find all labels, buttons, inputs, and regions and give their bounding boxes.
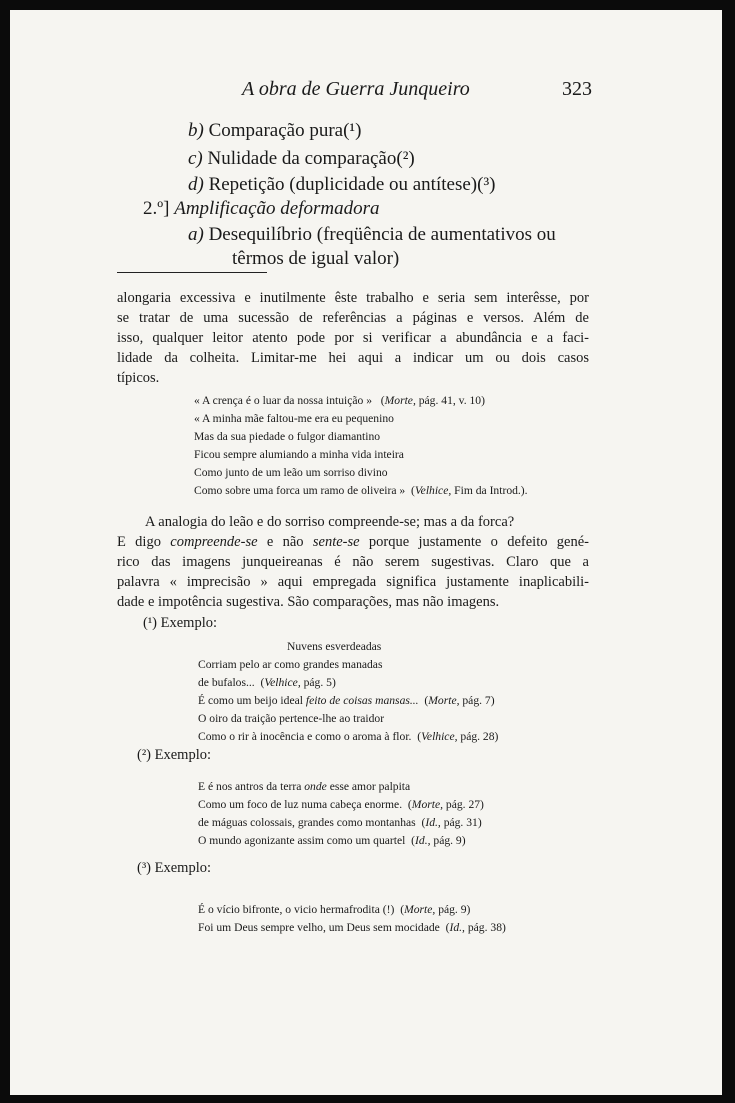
citation-work: Id., [425, 816, 441, 829]
verse-text: esse amor palpita [326, 780, 411, 793]
citation-work: Id., [449, 921, 465, 934]
citation-work: Morte, [411, 798, 444, 811]
quote-line: « A minha mãe faltou-me era eu pequenino [194, 412, 394, 425]
verse-text: E é nos antros da terra [198, 780, 305, 793]
citation-page: pág. 5) [300, 676, 336, 689]
citation-page: pág. 7) [459, 694, 495, 707]
page-number: 323 [562, 78, 592, 100]
citation-work: Id., [415, 834, 431, 847]
footnote-ref: (¹) [343, 120, 362, 141]
citation-page: pág. 38) [464, 921, 506, 934]
citation-page: Fim da Introd.). [451, 484, 528, 497]
footnote-ref: (²) [396, 148, 415, 169]
quote-line: Ficou sempre alumiando a minha vida inteira [194, 448, 404, 461]
outline-marker: c) [188, 148, 203, 169]
quote-line: Como junto de um leão um sorriso divino [194, 466, 388, 479]
paragraph-line: dade e impotência sugestiva. São comparações, mas não imagens. [117, 594, 500, 610]
citation-work: Velhice, [414, 484, 452, 497]
citation-work: Velhice, [264, 676, 301, 689]
outline-text: Repetição (duplicidade ou antítese) [208, 174, 478, 195]
paragraph-line: A analogia do leão e do sorriso compreende-se; mas a da forca? [145, 514, 515, 530]
paragraph-line [117, 534, 589, 551]
paragraph-line: se tratar de uma sucessão de referências a páginas e versos. Além de [117, 310, 589, 326]
verse-text: Foi um Deus sempre velho, um Deus sem mocidade [198, 921, 440, 934]
citation-page: pág. 31) [440, 816, 482, 829]
quote-line: Corriam pelo ar como grandes manadas [198, 658, 383, 671]
running-title: A obra de Guerra Junqueiro [242, 78, 470, 100]
verse-text: É o vício bifronte, o vicio hermafrodita (!) [198, 903, 395, 916]
quote-line: Mas da sua piedade o fulgor diamantino [194, 430, 381, 443]
outline-item-a-continuation: têrmos de igual valor) [232, 248, 400, 269]
footnote-ref: (³) [477, 174, 496, 195]
paragraph-line: palavra « imprecisão » aqui empregada significa justamente inaplicabili- [117, 574, 589, 590]
outline-marker: a) [188, 224, 204, 245]
outline-text: Comparação pura [208, 120, 344, 141]
citation-page: pág. 41, v. 10) [415, 394, 485, 407]
emphasis: compreende-se [170, 534, 258, 550]
outline-item-a [188, 224, 556, 246]
emphasis: feito de coisas mansas... [305, 694, 419, 707]
quote-line: Como um foco de luz numa cabeça enorme. (Morte, pág. 27) [198, 798, 484, 811]
quote-line: de máguas colossais, grandes como montanhas (Id., pág. 31) [198, 816, 482, 829]
quote-line: « A crença é o luar da nossa intuição » (Morte, pág. 41, v. 10) [194, 394, 485, 407]
citation-work: Morte, [404, 903, 436, 916]
paragraph-line: típicos. [117, 370, 160, 386]
quote-line [198, 780, 410, 793]
paragraph-line: lidade da colheita. Limitar-me hei aqui a indicar um ou dois casos [117, 350, 589, 366]
outline-item-b [188, 120, 361, 142]
verse-text: O mundo agonizante assim como um quartel [198, 834, 406, 847]
footnote-label: (²) Exemplo: [137, 747, 212, 763]
paragraph-line: isso, qualquer leitor atento pode por si verificar a abundância e a faci- [117, 330, 589, 346]
quote-line: O mundo agonizante assim como um quartel (Id., pág. 9) [198, 834, 466, 847]
text-run: E digo [117, 534, 171, 550]
emphasis: sente-se [312, 534, 360, 550]
verse-title: Nuvens esverdeadas [287, 640, 382, 653]
paragraph-line: alongaria excessiva e inutilmente êste trabalho e seria sem interêsse, por [117, 290, 589, 306]
book-page [10, 10, 722, 1095]
quote-line: Como sobre uma forca um ramo de oliveira » (Velhice, Fim da Introd.). [194, 484, 528, 497]
verse-text: É como um beijo ideal [198, 694, 306, 707]
emphasis: onde [304, 780, 327, 793]
verse-text: de máguas colossais, grandes como montanhas [198, 816, 416, 829]
section-marker: 2.º] [143, 198, 170, 219]
outline-marker: d) [188, 174, 204, 195]
verse-text: Como o rir à inocência e como o aroma à flor. [198, 730, 412, 743]
citation-page: pág. 9) [435, 903, 471, 916]
citation-work: Morte, [428, 694, 460, 707]
quote-line: Foi um Deus sempre velho, um Deus sem mocidade (Id., pág. 38) [198, 921, 506, 934]
citation-work: Velhice, [421, 730, 458, 743]
citation-page: pág. 28) [457, 730, 499, 743]
text-run: porque justamente o defeito gené- [359, 534, 590, 550]
quote-line: O oiro da traição pertence-lhe ao traidor [198, 712, 385, 725]
footnote-label: (¹) Exemplo: [143, 615, 218, 631]
verse-text: Como sobre uma forca um ramo de oliveira » [194, 484, 406, 497]
outline-text: Desequilíbrio (freqüência de aumentativos ou [208, 224, 556, 245]
section-title: Amplificação deformadora [174, 198, 380, 219]
quote-line: de bufalos... (Velhice, pág. 5) [198, 676, 336, 689]
citation-work: Morte, [384, 394, 416, 407]
verse-text: « A crença é o luar da nossa intuição » [194, 394, 373, 407]
text-run: e não [257, 534, 313, 550]
outline-section-2 [143, 198, 380, 220]
quote-line: É como um beijo ideal feito de coisas mansas... (Morte, pág. 7) [198, 694, 495, 707]
outline-text: Nulidade da comparação [207, 148, 397, 169]
citation-page: pág. 27) [443, 798, 484, 811]
outline-item-c [188, 148, 415, 170]
quote-line: É o vício bifronte, o vicio hermafrodita (!) (Morte, pág. 9) [198, 903, 471, 916]
quote-line: Como o rir à inocência e como o aroma à flor. (Velhice, pág. 28) [198, 730, 499, 743]
citation-page: pág. 9) [430, 834, 466, 847]
paragraph-line: rico das imagens junqueireanas é não serem sugestivas. Claro que a [117, 554, 589, 570]
footnote-rule [117, 272, 267, 273]
verse-text: Como um foco de luz numa cabeça enorme. [198, 798, 403, 811]
footnote-label: (³) Exemplo: [137, 860, 212, 876]
verse-text: de bufalos... [198, 676, 255, 689]
outline-marker: b) [188, 120, 204, 141]
outline-item-d [188, 174, 495, 196]
